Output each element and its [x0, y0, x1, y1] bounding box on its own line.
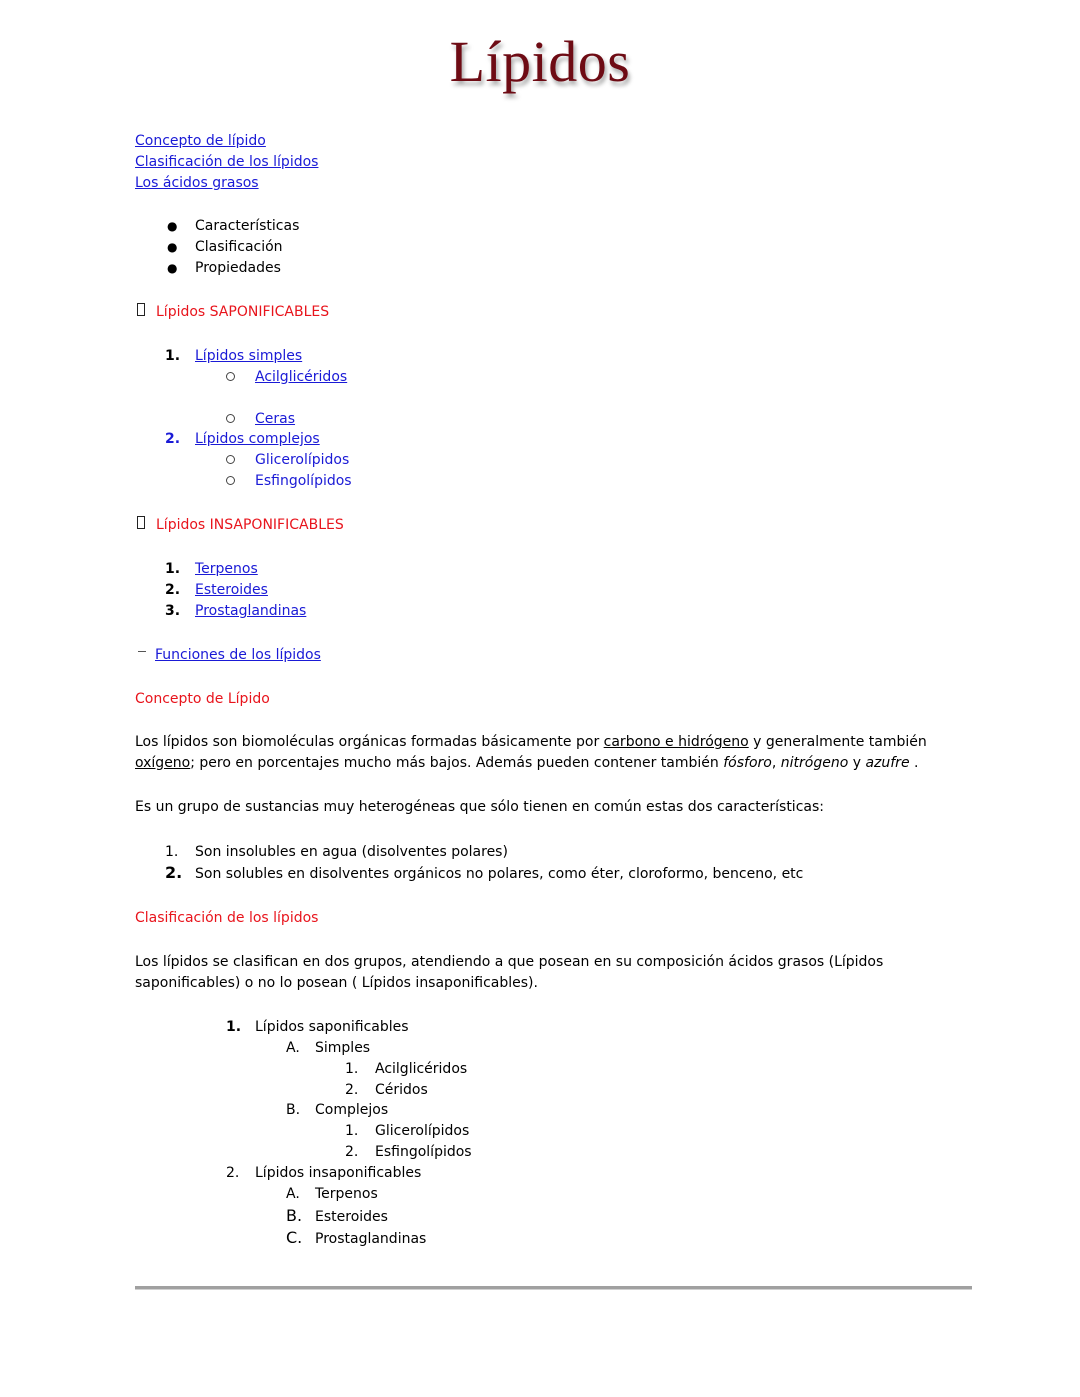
outline-letter: C.	[286, 1228, 303, 1247]
outline-number: 2.	[226, 1165, 240, 1181]
outline-letter: A.	[286, 1186, 300, 1202]
link-funciones-lipidos[interactable]: Funciones de los lípidos	[155, 647, 321, 663]
outline-number: 1.	[345, 1061, 359, 1077]
link-acidos-grasos[interactable]: Los ácidos grasos	[135, 175, 259, 191]
paragraph-concepto	[135, 732, 980, 774]
link-terpenos[interactable]: Terpenos	[195, 561, 258, 577]
circle-bullet-icon	[226, 367, 235, 387]
circle-bullet-icon	[226, 471, 235, 491]
outline-letter: A.	[286, 1040, 300, 1056]
text: .	[909, 755, 919, 771]
bullet-icon: ●	[167, 240, 178, 254]
text: ,	[771, 755, 781, 771]
bullet-icon: ●	[167, 261, 178, 275]
italic-text: nitrógeno	[780, 755, 849, 771]
paragraph-caracteristicas: Es un grupo de sustancias muy heterogéneas que sólo tienen en común estas dos características:	[135, 799, 824, 815]
dash-bullet-icon	[138, 645, 146, 665]
outline-letter: B.	[286, 1206, 303, 1225]
circle-bullet-icon	[226, 450, 235, 470]
list-item-glicerolipidos: Glicerolípidos	[255, 452, 350, 468]
list-item: Son solubles en disolventes orgánicos no polares, como éter, cloroformo, benceno, etc	[195, 866, 804, 882]
bullet-icon: ●	[167, 219, 178, 233]
outline-item: Lípidos insaponificables	[255, 1165, 422, 1181]
section-heading-saponificables: Lípidos SAPONIFICABLES	[156, 304, 330, 320]
outline-item: Esteroides	[315, 1209, 388, 1225]
list-item: Clasificación	[195, 239, 283, 255]
outline-number: 1.	[226, 1019, 242, 1035]
outline-item: Simples	[315, 1040, 371, 1056]
list-item: Son insolubles en agua (disolventes polares)	[195, 844, 508, 860]
section-heading-clasificacion: Clasificación de los lípidos	[135, 910, 319, 926]
section-heading-concepto: Concepto de Lípido	[135, 691, 270, 707]
list-item-esfingolipidos: Esfingolípidos	[255, 473, 352, 489]
text: y	[848, 755, 866, 771]
outline-item: Complejos	[315, 1102, 389, 1118]
list-number: 2.	[165, 582, 181, 598]
outline-number: 1.	[345, 1123, 359, 1139]
outline-item: Prostaglandinas	[315, 1231, 427, 1247]
outline-item: Terpenos	[315, 1186, 378, 1202]
italic-text: fósforo	[723, 755, 772, 771]
outline-item: Lípidos saponificables	[255, 1019, 409, 1035]
circle-bullet-icon	[226, 409, 235, 429]
outline-item: Acilglicéridos	[375, 1061, 468, 1077]
italic-text: azufre	[865, 755, 910, 771]
list-number: 2.	[165, 863, 183, 882]
paragraph-clasificacion: Los lípidos se clasifican en dos grupos, atendiendo a que posean en su composición ácidos grasos (Lípidos saponificables) o no lo posean ( Lípidos insaponificables).	[135, 954, 884, 991]
link-acilgliceridos[interactable]: Acilglicéridos	[255, 369, 348, 385]
page-title: Lípidos	[449, 29, 631, 94]
underlined-text: oxígeno	[135, 755, 191, 771]
link-ceras[interactable]: Ceras	[255, 411, 296, 427]
outline-number: 2.	[345, 1082, 359, 1098]
link-lipidos-simples[interactable]: Lípidos simples	[195, 348, 303, 364]
list-number: 3.	[165, 603, 181, 619]
list-item: Características	[195, 218, 300, 234]
list-number: 1.	[165, 561, 181, 577]
outline-item: Céridos	[375, 1082, 428, 1098]
horizontal-rule	[135, 1286, 972, 1290]
outline-item: Glicerolípidos	[375, 1123, 470, 1139]
link-lipidos-complejos[interactable]: Lípidos complejos	[195, 431, 320, 447]
underlined-text: carbono e hidrógeno	[603, 734, 749, 750]
text: Los lípidos son biomoléculas orgánicas formadas básicamente por	[135, 734, 604, 750]
list-number: 1.	[165, 348, 181, 364]
list-item: Propiedades	[195, 260, 281, 276]
link-clasificacion-lipidos[interactable]: Clasificación de los lípidos	[135, 154, 319, 170]
list-number: 2.	[165, 431, 181, 447]
box-bullet-icon	[137, 515, 145, 535]
list-number: 1.	[165, 844, 179, 860]
link-esteroides[interactable]: Esteroides	[195, 582, 268, 598]
outline-number: 2.	[345, 1144, 359, 1160]
outline-letter: B.	[286, 1102, 301, 1118]
link-concepto-lipido[interactable]: Concepto de lípido	[135, 133, 266, 149]
link-prostaglandinas[interactable]: Prostaglandinas	[195, 603, 307, 619]
box-bullet-icon	[137, 302, 145, 322]
text: y generalmente también	[748, 734, 927, 750]
text: ; pero en porcentajes mucho más bajos. Además pueden contener también	[190, 755, 724, 771]
outline-item: Esfingolípidos	[375, 1144, 472, 1160]
section-heading-insaponificables: Lípidos INSAPONIFICABLES	[156, 517, 344, 533]
